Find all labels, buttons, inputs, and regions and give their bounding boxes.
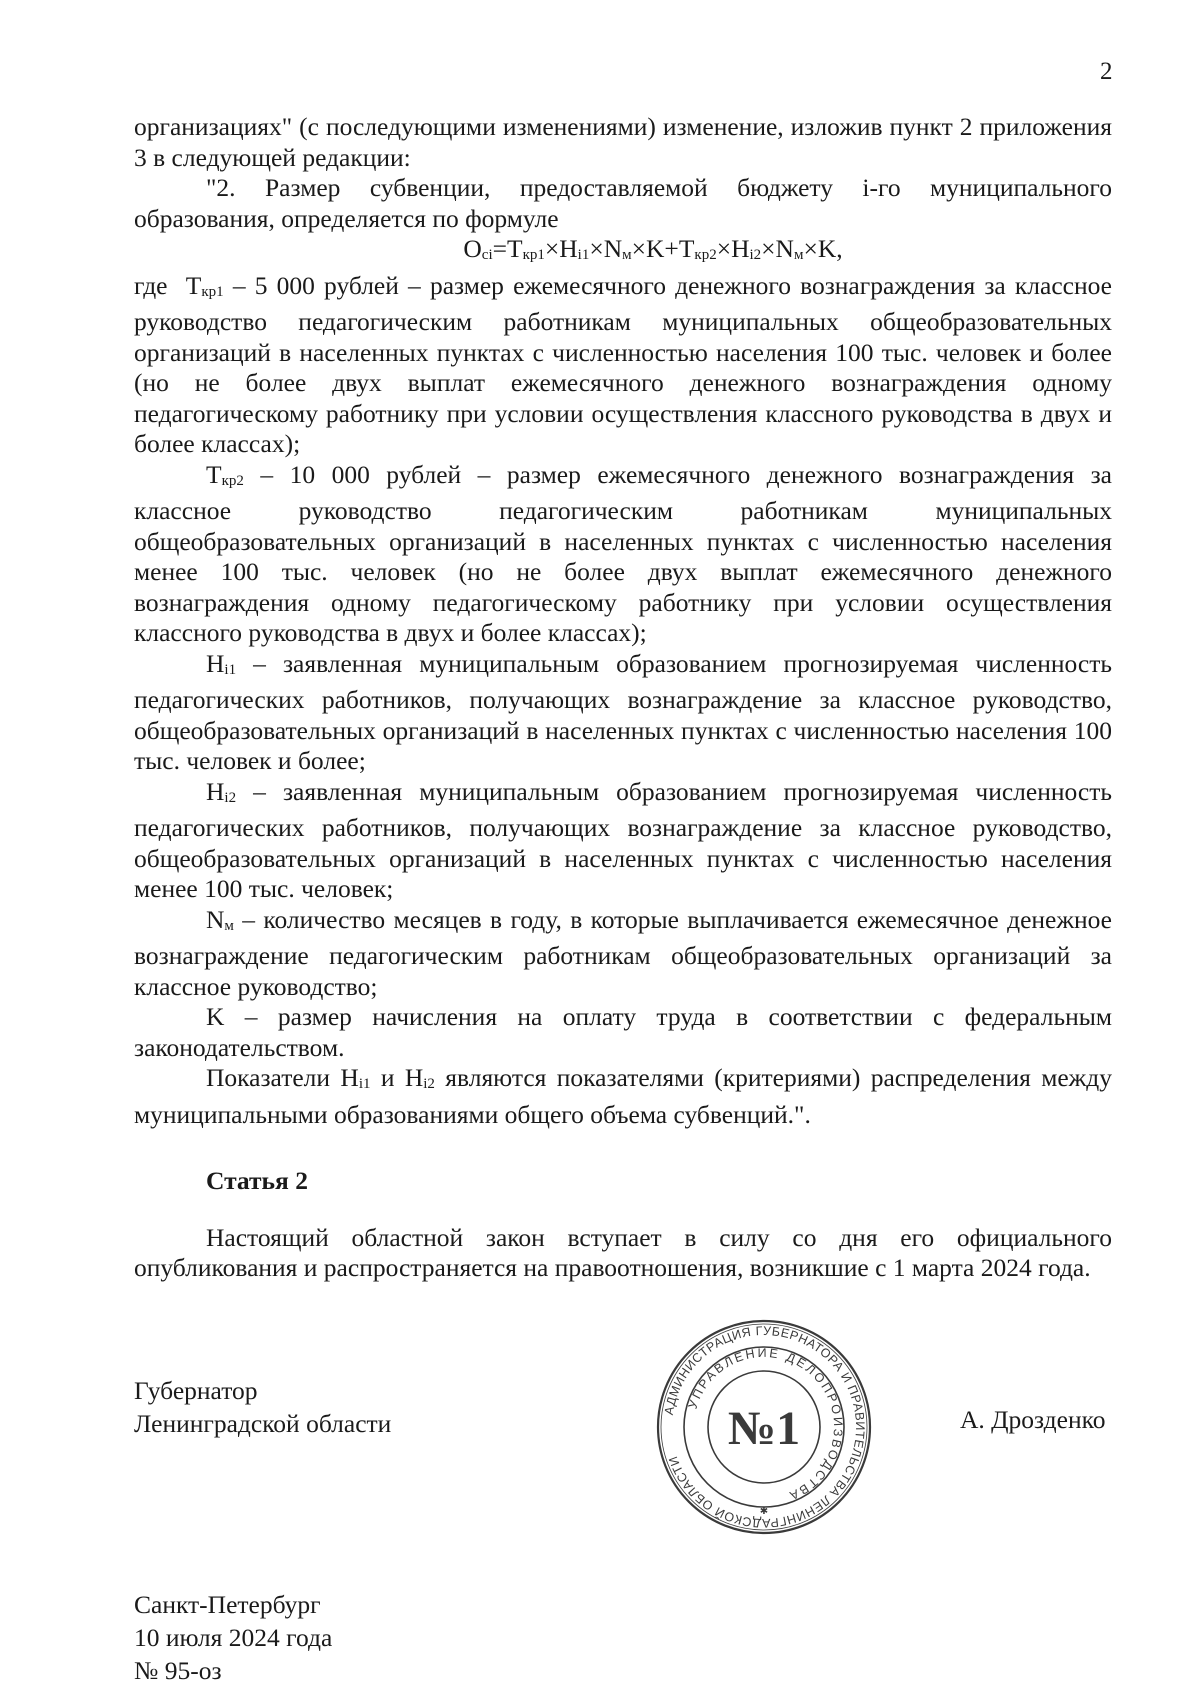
stamp-star-icon: ✱ bbox=[759, 1506, 769, 1517]
definition-sub: i1 bbox=[224, 661, 237, 678]
formula-sub: м bbox=[622, 247, 632, 263]
definition-symbol: T bbox=[185, 270, 202, 300]
formula-part: ×K+T bbox=[631, 234, 695, 263]
article-text: Настоящий областной закон вступает в силу со дня его официального опубликования и распространяется на правоотношения, возникшие с 1 марта 2024 года. bbox=[134, 1222, 1112, 1282]
footer-city: Санкт-Петербург bbox=[134, 1590, 321, 1619]
definition-sub: i2 bbox=[224, 789, 237, 806]
stamp-inner-text: УПРАВЛЕНИЕ ДЕЛОПРОИЗВОДСТВА bbox=[685, 1345, 846, 1504]
definition-symbol: H bbox=[206, 776, 225, 806]
definition-hi1 bbox=[134, 649, 1112, 777]
definition-symbol: K bbox=[206, 1002, 225, 1031]
formula-part: ×N bbox=[589, 234, 623, 263]
definition-text: – 5 000 рублей – размер ежемесячного денежного вознаграждения за классное руководство педагогическим работникам муниципальных общеобразовательных организаций в населенных пунктах с численностью населения 100 тыс. человек и более (но не более двух выплат ежемесячного денежного вознаграждения одному педагогическому работнику при условии осуществления классного руководства в двух и более классах); bbox=[134, 270, 1113, 458]
signature-position-line: Губернатор bbox=[134, 1376, 258, 1405]
definition-tkr2 bbox=[134, 460, 1112, 649]
formula-part: ×N bbox=[761, 234, 794, 263]
formula-part: O bbox=[463, 234, 482, 263]
stamp-outer-text: АДМИНИСТРАЦИЯ ГУБЕРНАТОРА И ПРАВИТЕЛЬСТВА ЛЕНИНГРАДСКОЙ ОБЛАСТИ bbox=[661, 1323, 868, 1531]
signature-position-line: Ленинградской области bbox=[134, 1409, 392, 1438]
definition-sub: кр1 bbox=[201, 283, 224, 300]
formula-part: ×K, bbox=[803, 234, 843, 263]
definition-text: – количество месяцев в году, в которые выплачивается ежемесячное денежное вознаграждение педагогическим работникам общеобразовательных организаций за классное руководство; bbox=[134, 904, 1112, 1001]
formula-part: ×H bbox=[716, 234, 750, 263]
footer-law-number: № 95-оз bbox=[134, 1656, 222, 1685]
definition-nm bbox=[134, 905, 1112, 1003]
definition-sub: кр2 bbox=[221, 472, 244, 489]
footer-date: 10 июля 2024 года bbox=[134, 1623, 333, 1652]
definition-symbol: N bbox=[206, 904, 225, 934]
formula-sub: кр1 bbox=[522, 247, 545, 263]
document-footer bbox=[134, 1588, 332, 1687]
formula-part: =T bbox=[492, 234, 523, 263]
document-body bbox=[134, 112, 1112, 1284]
indicators-text: являются показателями (критериями) распределения между муниципальными образованиями общего объема субвенций.". bbox=[134, 1063, 1113, 1129]
formula-sub: кр2 bbox=[694, 247, 717, 263]
stamp-number: №1 bbox=[727, 1402, 801, 1455]
definition-sub: м bbox=[224, 917, 234, 934]
paragraph-subvention: "2. Размер субвенции, предоставляемой бюджету i-го муниципального образования, определяется по формуле bbox=[134, 173, 1112, 233]
indicators-sub: i2 bbox=[423, 1076, 435, 1092]
definition-symbol: T bbox=[206, 459, 222, 489]
definition-symbol: H bbox=[206, 648, 225, 678]
indicators-text: Показатели H bbox=[206, 1063, 359, 1092]
formula-sub: i1 bbox=[577, 247, 590, 263]
definition-text: – заявленная муниципальным образованием прогнозируемая численность педагогических работников, получающих вознаграждение за классное руководство, общеобразовательных организаций в населенных пунктах с численностью населения 100 тыс. человек и более; bbox=[134, 648, 1112, 775]
formula-sub: i2 bbox=[749, 247, 762, 263]
definition-hi2 bbox=[134, 777, 1112, 905]
article-title: Статья 2 bbox=[206, 1166, 308, 1195]
official-stamp bbox=[655, 1318, 873, 1536]
definition-text: – заявленная муниципальным образованием прогнозируемая численность педагогических работников, получающих вознаграждение за классное руководство, общеобразовательных организаций в населенных пунктах с численностью населения менее 100 тыс. человек; bbox=[134, 776, 1112, 903]
formula-sub: ci bbox=[481, 247, 493, 263]
definition-text: – размер начисления на оплату труда в соответствии с федеральным законодательством. bbox=[134, 1002, 1112, 1062]
formula-part: ×H bbox=[544, 234, 578, 263]
paragraph-indicators bbox=[134, 1063, 1112, 1130]
paragraph-intro: организациях" (с последующими изменениями) изменение, изложив пункт 2 приложения 3 в следующей редакции: bbox=[134, 112, 1112, 172]
definition-k bbox=[134, 1002, 1112, 1063]
definition-tkr1 bbox=[134, 271, 1112, 460]
indicators-sub: i1 bbox=[358, 1076, 371, 1092]
indicators-text: и H bbox=[370, 1063, 424, 1092]
page-number: 2 bbox=[1100, 58, 1113, 85]
definition-text: – 10 000 рублей – размер ежемесячного денежного вознаграждения за классное руководство педагогическим работникам муниципальных общеобразовательных организаций в населенных пунктах с численностью населения менее 100 тыс. человек (но не более двух выплат ежемесячного денежного вознаграждения одному педагогическому работнику при условии осуществления классного руководства в двух и более классах); bbox=[134, 459, 1112, 647]
formula-sub: м bbox=[793, 247, 804, 263]
signature-position bbox=[134, 1374, 391, 1440]
signer-name: А. Дрозденко bbox=[960, 1405, 1106, 1434]
formula bbox=[134, 234, 1112, 271]
definition-prefix: где bbox=[134, 270, 186, 300]
